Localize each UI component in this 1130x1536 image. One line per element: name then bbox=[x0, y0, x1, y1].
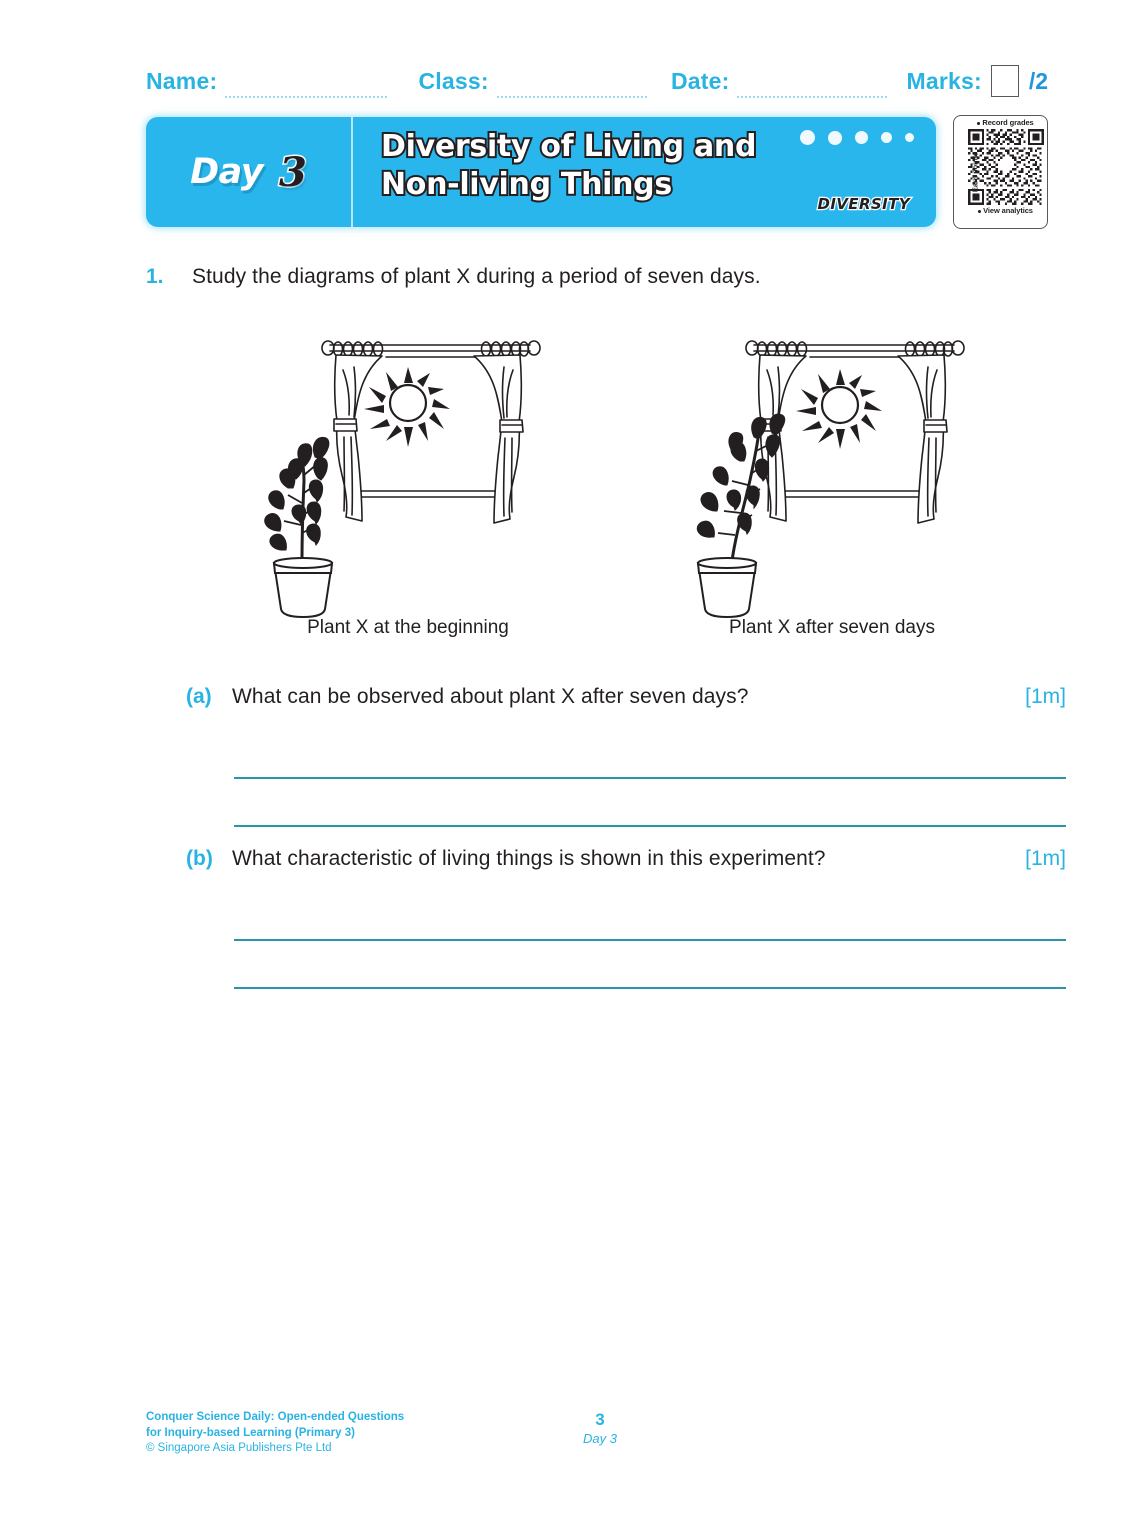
figure-1-caption: Plant X at the beginning bbox=[307, 617, 509, 638]
progress-dots bbox=[800, 130, 914, 145]
banner-title bbox=[381, 128, 811, 204]
dot-icon-1 bbox=[800, 130, 815, 145]
day-word: Day bbox=[190, 152, 264, 192]
qr-left-label: Earn points bbox=[970, 151, 980, 193]
banner-main bbox=[353, 117, 936, 227]
bullet-icon bbox=[978, 210, 981, 213]
potted-plant-upright bbox=[265, 437, 332, 617]
name-label: Name: bbox=[146, 67, 218, 94]
qr-top-label: Record grades bbox=[967, 118, 1044, 128]
date-label: Date: bbox=[670, 67, 730, 94]
answer-line[interactable] bbox=[234, 779, 1066, 827]
class-label: Class: bbox=[418, 67, 489, 94]
date-input[interactable] bbox=[737, 74, 887, 98]
footer-title-line2: for Inquiry-based Learning (Primary 3) bbox=[146, 1426, 355, 1439]
sub-question-b-letter: (b) bbox=[186, 847, 213, 870]
sub-question-b-marks: [1m] bbox=[1025, 847, 1066, 870]
class-input[interactable] bbox=[497, 74, 647, 98]
student-info-row bbox=[146, 62, 1048, 100]
qr-code-card[interactable] bbox=[953, 115, 1048, 229]
marks-input-box[interactable] bbox=[991, 65, 1019, 97]
dot-icon-2 bbox=[828, 131, 842, 145]
answer-area-b[interactable] bbox=[234, 893, 1066, 989]
dot-icon-3 bbox=[855, 131, 868, 144]
question-stem: Study the diagrams of plant X during a period of seven days. bbox=[192, 265, 761, 288]
sub-question-a-row bbox=[186, 685, 1066, 709]
answer-line[interactable] bbox=[234, 893, 1066, 941]
question-number: 1. bbox=[146, 265, 164, 288]
marks-total: /2 bbox=[1028, 67, 1048, 94]
footer-day-label: Day 3 bbox=[583, 1431, 617, 1446]
sub-question-a-text: What can be observed about plant X after seven days? bbox=[232, 685, 749, 708]
answer-line[interactable] bbox=[234, 731, 1066, 779]
footer-publication bbox=[146, 1410, 404, 1457]
sub-question-a-letter: (a) bbox=[186, 685, 212, 708]
sun-icon bbox=[364, 367, 450, 447]
sub-question-a bbox=[186, 685, 1066, 827]
bullet-icon bbox=[977, 122, 980, 125]
sub-question-b-text: What characteristic of living things is shown in this experiment? bbox=[232, 847, 826, 870]
dot-icon-4 bbox=[881, 132, 892, 143]
footer-title-line1: Conquer Science Daily: Open-ended Questions bbox=[146, 1411, 405, 1423]
sub-question-b-row bbox=[186, 847, 1066, 871]
banner-title-line2: Non-living Things bbox=[381, 167, 672, 202]
day-number: 3 bbox=[279, 148, 307, 196]
diagram-plant-at-beginning bbox=[258, 325, 558, 625]
topic-tag: DIVERSITY bbox=[817, 195, 910, 213]
answer-area-a[interactable] bbox=[234, 731, 1066, 827]
sub-question-b bbox=[186, 847, 1066, 989]
topic-banner bbox=[146, 117, 936, 227]
banner-title-line1: Diversity of Living and bbox=[381, 129, 757, 164]
qr-bottom-label: View analytics bbox=[967, 206, 1044, 216]
dot-icon-5 bbox=[905, 133, 914, 142]
name-input[interactable] bbox=[225, 74, 387, 98]
page-number: 3 bbox=[595, 1410, 605, 1429]
footer-page-block bbox=[540, 1410, 660, 1448]
sub-question-a-marks: [1m] bbox=[1025, 685, 1066, 708]
figure-2-caption: Plant X after seven days bbox=[729, 617, 935, 638]
answer-line[interactable] bbox=[234, 941, 1066, 989]
day-block bbox=[146, 117, 353, 227]
footer-copyright: © Singapore Asia Publishers Pte Ltd bbox=[146, 1442, 332, 1454]
diagram-plant-after-seven-days bbox=[682, 325, 982, 625]
sun-icon bbox=[796, 369, 882, 449]
marks-label: Marks: bbox=[906, 67, 982, 94]
